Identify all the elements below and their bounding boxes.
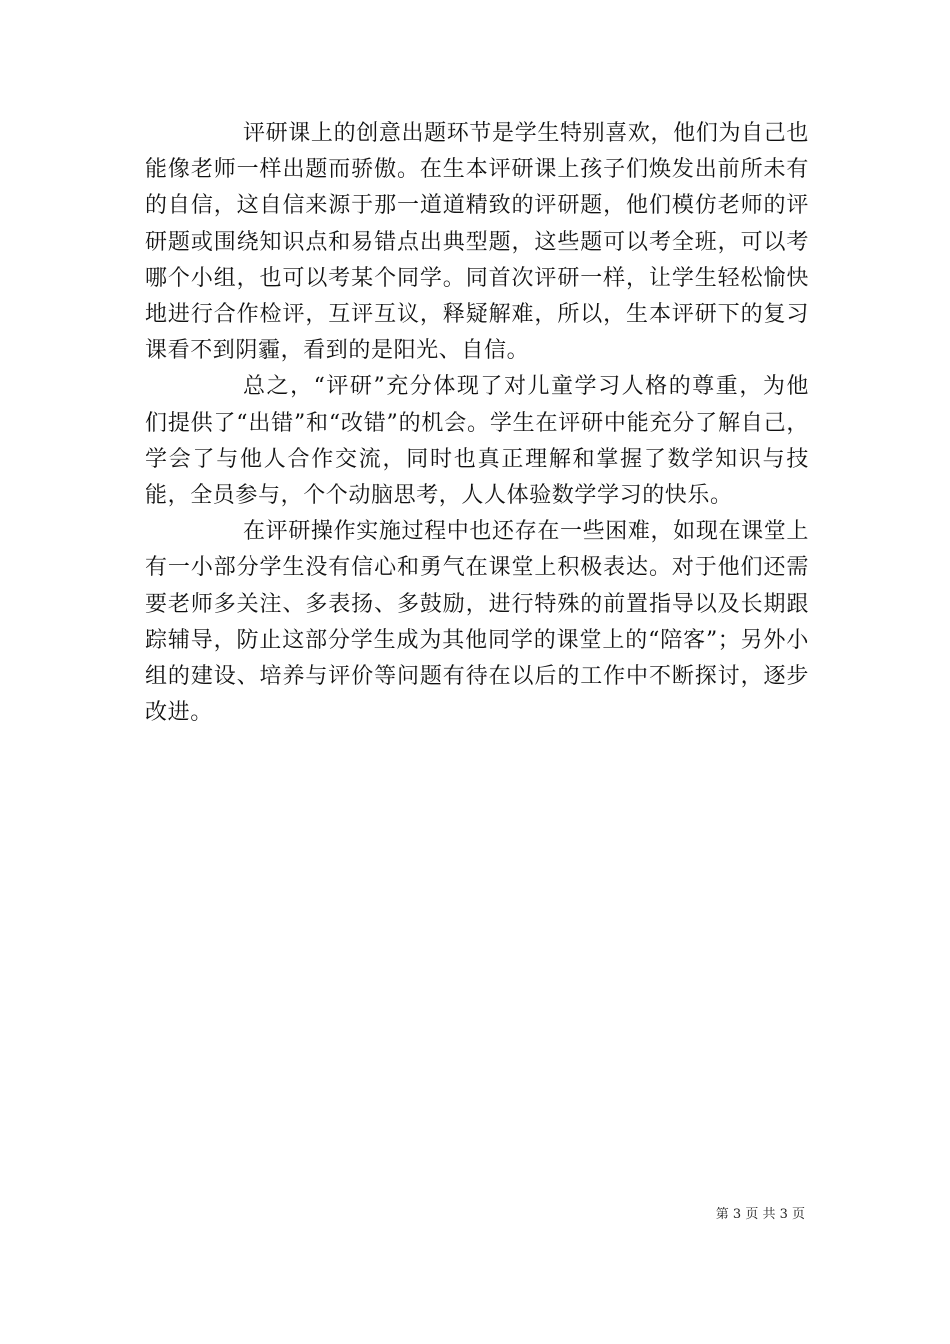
paragraph-creative-questions: 评研课上的创意出题环节是学生特别喜欢，他们为自己也能像老师一样出题而骄傲。在生本评研课上孩子们焕发出前所未有的自信，这自信来源于那一道道精致的评研题，他们模仿老师的评研题或围绕知识点和易错点出典型题，这些题可以考全班，可以考哪个小组，也可以考某个同学。同首次评研一样，让学生轻松愉快地进行合作检评，互评互议，释疑解难，所以，生本评研下的复习课看不到阴霾，看到的是阳光、自信。 [145, 121, 809, 364]
page-number-footer: 第 3 页 共 3 页 [715, 1207, 805, 1222]
document-body [145, 116, 809, 731]
paragraph-difficulties: 在评研操作实施过程中也还存在一些困难，如现在课堂上有一小部分学生没有信心和勇气在课堂上积极表达。对于他们还需要老师多关注、多表扬、多鼓励，进行特殊的前置指导以及长期跟踪辅导，防止这部分学生成为其他同学的课堂上的“陪客”；另外小组的建设、培养与评价等问题有待在以后的工作中不断探讨，逐步改进。 [145, 519, 809, 726]
paragraph-summary: 总之，“评研”充分体现了对儿童学习人格的尊重，为他们提供了“出错”和“改错”的机会。学生在评研中能充分了解自己，学会了与他人合作交流，同时也真正理解和掌握了数学知识与技能，全员参与，个个动脑思考，人人体验数学学习的快乐。 [145, 374, 809, 509]
